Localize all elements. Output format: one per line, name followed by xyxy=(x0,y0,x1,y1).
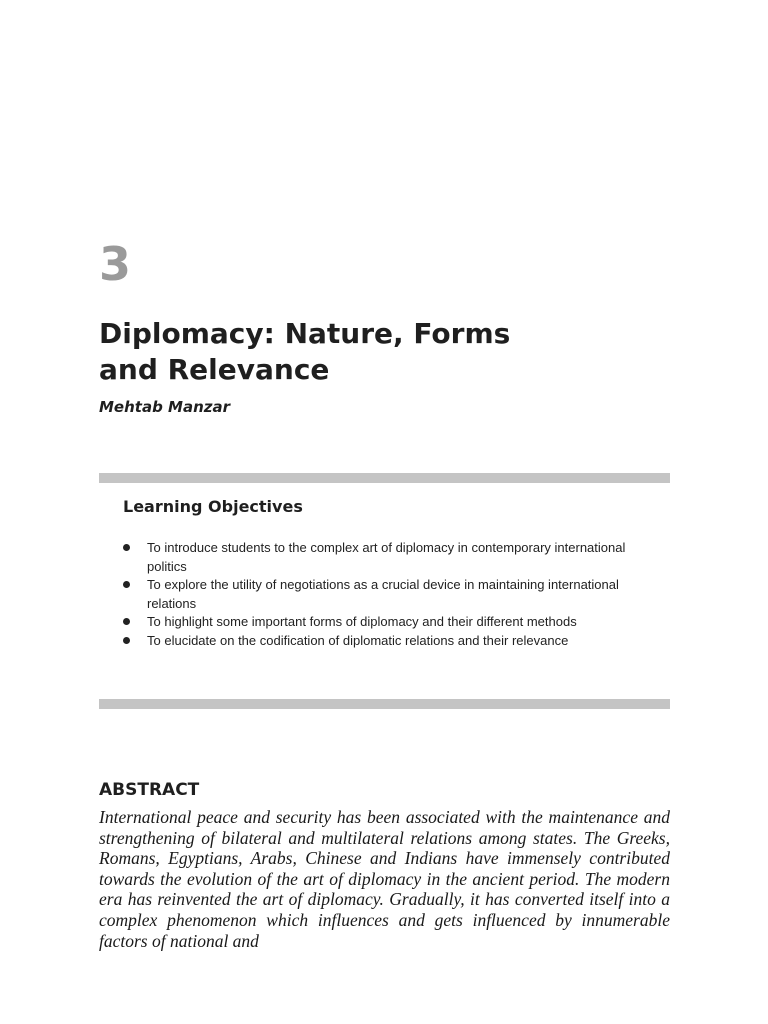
learning-objectives-heading: Learning Objectives xyxy=(123,497,303,516)
objective-item xyxy=(123,632,663,651)
bullet-icon xyxy=(123,581,130,588)
chapter-title xyxy=(99,316,670,388)
bullet-icon xyxy=(123,544,130,551)
objective-text: To introduce students to the complex art of diplomacy in contemporary international politics xyxy=(147,540,626,574)
abstract-paragraph: International peace and security has been associated with the maintenance and strengthening of bilateral and multilateral relations among states. The Greeks, Romans, Egyptians, Arabs, Chinese and Indians have immensely contributed towards the evolution of the art of diplomacy in the ancient period. The modern era has reinvented the art of diplomacy. Gradually, it has converted itself into a complex phenomenon which influences and gets influenced by innumerable factors of national and xyxy=(99,807,670,951)
bullet-icon xyxy=(123,637,130,644)
objective-item xyxy=(123,613,663,632)
learning-objectives-box xyxy=(99,473,670,709)
chapter-author: Mehtab Manzar xyxy=(99,398,231,416)
chapter-number: 3 xyxy=(99,237,132,291)
objective-item xyxy=(123,576,663,613)
objectives-bottom-rule xyxy=(99,699,670,709)
learning-objectives-list xyxy=(123,539,663,650)
objective-text: To elucidate on the codification of diplomatic relations and their relevance xyxy=(147,632,569,648)
objectives-top-rule xyxy=(99,473,670,483)
objective-item xyxy=(123,539,663,576)
bullet-icon xyxy=(123,618,130,625)
chapter-title-line-1: Diplomacy: Nature, Forms xyxy=(99,317,511,350)
chapter-title-line-2: and Relevance xyxy=(99,353,330,386)
abstract-heading: ABSTRACT xyxy=(99,780,200,801)
document-page xyxy=(99,0,670,1024)
objective-text: To explore the utility of negotiations as a crucial device in maintaining international relations xyxy=(147,577,619,611)
objective-text: To highlight some important forms of diplomacy and their different methods xyxy=(147,614,577,629)
